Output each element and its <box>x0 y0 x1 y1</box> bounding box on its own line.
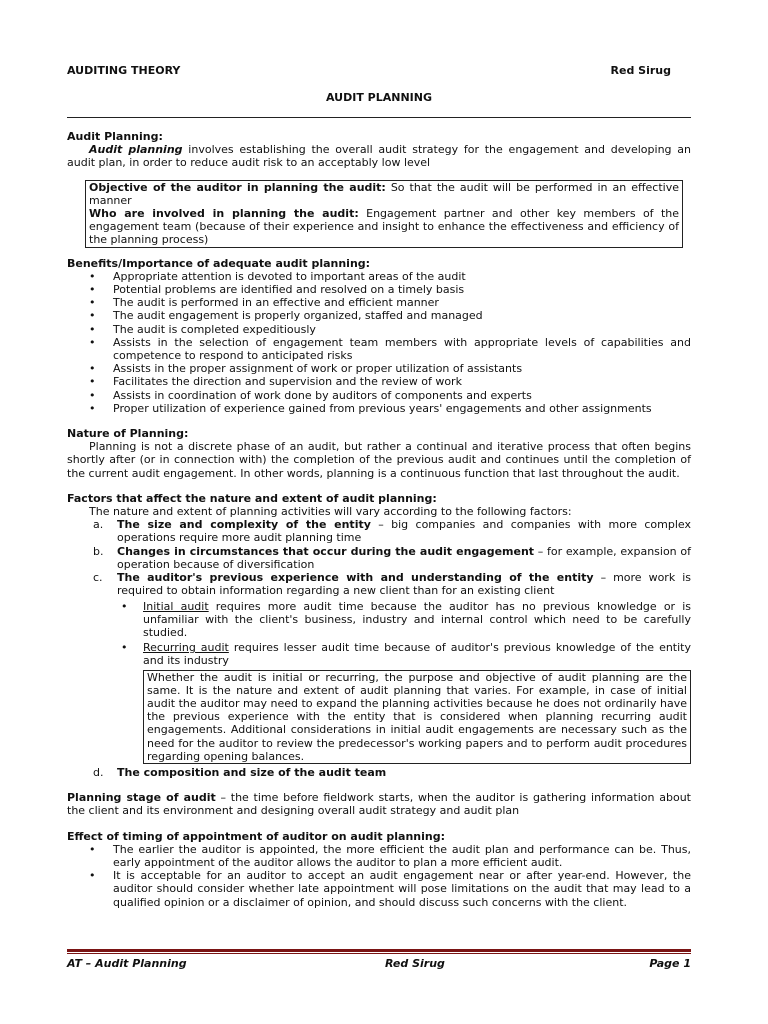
factor-label: The composition and size of the audit team <box>117 765 387 779</box>
list-item: • Potential problems are identified and resolved on a timely basis <box>67 283 691 296</box>
factor-marker: d. <box>93 765 104 779</box>
recurring-audit-item <box>117 641 691 667</box>
list-item: • The audit engagement is properly organized, staffed and managed <box>67 309 691 322</box>
factor-label: Changes in circumstances that occur during the audit engagement <box>117 544 535 558</box>
initial-audit-item <box>117 600 691 640</box>
factor-text: – more work is required to obtain information regarding a new client than for an existing client <box>117 571 692 598</box>
objective-box <box>85 180 683 248</box>
intro-text: involves establishing the overall audit strategy for the engagement and developing an audit plan, in order to reduce audit risk to an acceptably low level <box>67 143 691 170</box>
initial-audit-term: Initial audit <box>143 599 209 613</box>
planning-note-text: Whether the audit is initial or recurring, the purpose and objective of audit planning are the same. It is the nature and extent of audit planning that varies. For example, in case of initial audit the auditor may need to expand the planning activities because he does not ordinarily have the previous experience with the entity that is considered when planning recurring audit engagements. Additional considerations in initial audit engagements are necessary such as the need for the auditor to review the predecessor's working papers and to perform audit procedures regarding opening balances. <box>147 670 687 763</box>
header-rule <box>67 117 691 118</box>
factors-list <box>67 518 691 779</box>
document-title: AUDIT PLANNING <box>326 91 432 104</box>
list-item: • Facilitates the direction and supervision and the review of work <box>67 375 691 388</box>
planning-stage-label: Planning stage of audit <box>67 791 216 805</box>
list-item: • Proper utilization of experience gained from previous years' engagements and other assignments <box>67 402 691 415</box>
factor-label: The size and complexity of the entity <box>117 518 371 532</box>
footer-rule <box>67 949 691 952</box>
intro-heading: Audit Planning: <box>67 130 163 143</box>
involved-line <box>89 207 679 247</box>
list-item: • The audit is performed in an effective and efficient manner <box>67 296 691 309</box>
nature-heading: Nature of Planning: <box>67 427 189 441</box>
factor-item-d <box>67 766 691 779</box>
factors-heading: Factors that affect the nature and extent of audit planning: <box>67 491 437 505</box>
list-item: • Assists in the selection of engagement team members with appropriate levels of capabilities and competence to respond to anticipated risks <box>67 336 691 362</box>
planning-note-box <box>143 670 691 764</box>
nature-paragraph: Planning is not a discrete phase of an audit, but rather a continual and iterative process that often begins shortly after (or in connection with) the completion of the previous audit and continues until the completion of the current audit engagement. In other words, planning is a continuous function that last throughout the audit. <box>67 440 691 480</box>
list-item: • The earlier the auditor is appointed, the more efficient the audit plan and performance can be. Thus, early appointment of the auditor allows the auditor to plan a more efficient audit. <box>67 843 691 869</box>
header-author: Red Sirug <box>610 64 671 77</box>
benefits-heading: Benefits/Importance of adequate audit planning: <box>67 256 371 270</box>
list-item: • Appropriate attention is devoted to important areas of the audit <box>67 270 691 283</box>
factor-text: – for example, expansion of operation because of diversification <box>117 544 691 571</box>
involved-label: Who are involved in planning the audit: <box>89 207 359 221</box>
initial-audit-text: requires more audit time because the auditor has no previous knowledge or is unfamiliar with the client's business, industry and internal control which need to be carefully studied. <box>143 599 692 639</box>
intro-paragraph <box>67 143 691 169</box>
factor-text: – big companies and companies with more complex operations require more audit planning time <box>117 518 692 545</box>
factor-item-a <box>67 518 691 544</box>
header-course: AUDITING THEORY <box>67 64 181 77</box>
benefits-list <box>67 270 691 415</box>
document-body <box>67 130 691 909</box>
factor-marker: b. <box>93 544 104 558</box>
list-item: • The audit is completed expeditiously <box>67 323 691 336</box>
factor-label: The auditor's previous experience with and understanding of the entity <box>117 571 594 585</box>
recurring-audit-text: requires lesser audit time because of auditor's previous knowledge of the entity and its industry <box>143 641 691 668</box>
timing-list <box>67 843 691 909</box>
list-item: • It is acceptable for an auditor to accept an audit engagement near or after year-end. However, the auditor should consider whether late appointment will pose limitations on the audit that may lead to a qualified opinion or a disclaimer of opinion, and should discuss such concerns with the client. <box>67 869 691 909</box>
intro-term: Audit planning <box>89 143 183 157</box>
audit-type-list <box>117 600 691 668</box>
factor-marker: a. <box>93 518 104 532</box>
list-item: • Assists in coordination of work done by auditors of components and experts <box>67 389 691 402</box>
recurring-audit-term: Recurring audit <box>143 641 229 655</box>
objective-label: Objective of the auditor in planning the audit: <box>89 180 386 194</box>
objective-text: So that the audit will be performed in an effective manner <box>89 180 680 207</box>
planning-stage-text: – the time before fieldwork starts, when the auditor is gathering information about the client and its environment and designing overall audit strategy and audit plan <box>67 791 691 818</box>
footer-title: AT – Audit Planning <box>67 957 187 970</box>
footer-rule-thin <box>67 953 691 954</box>
factor-item-b <box>67 545 691 571</box>
factor-item-c <box>67 571 691 764</box>
objective-line <box>89 181 679 207</box>
list-item: • Assists in the proper assignment of work or proper utilization of assistants <box>67 362 691 375</box>
footer-author: Red Sirug <box>385 957 445 970</box>
planning-stage-paragraph <box>67 791 691 817</box>
factor-marker: c. <box>93 571 103 585</box>
page-number: Page 1 <box>649 957 691 970</box>
involved-text: Engagement partner and other key members of the engagement team (because of their experience and insight to enhance the effectiveness and efficiency of the planning process) <box>89 207 679 247</box>
factors-intro: The nature and extent of planning activities will vary according to the following factors: <box>89 505 572 519</box>
timing-heading: Effect of timing of appointment of auditor on audit planning: <box>67 829 446 843</box>
